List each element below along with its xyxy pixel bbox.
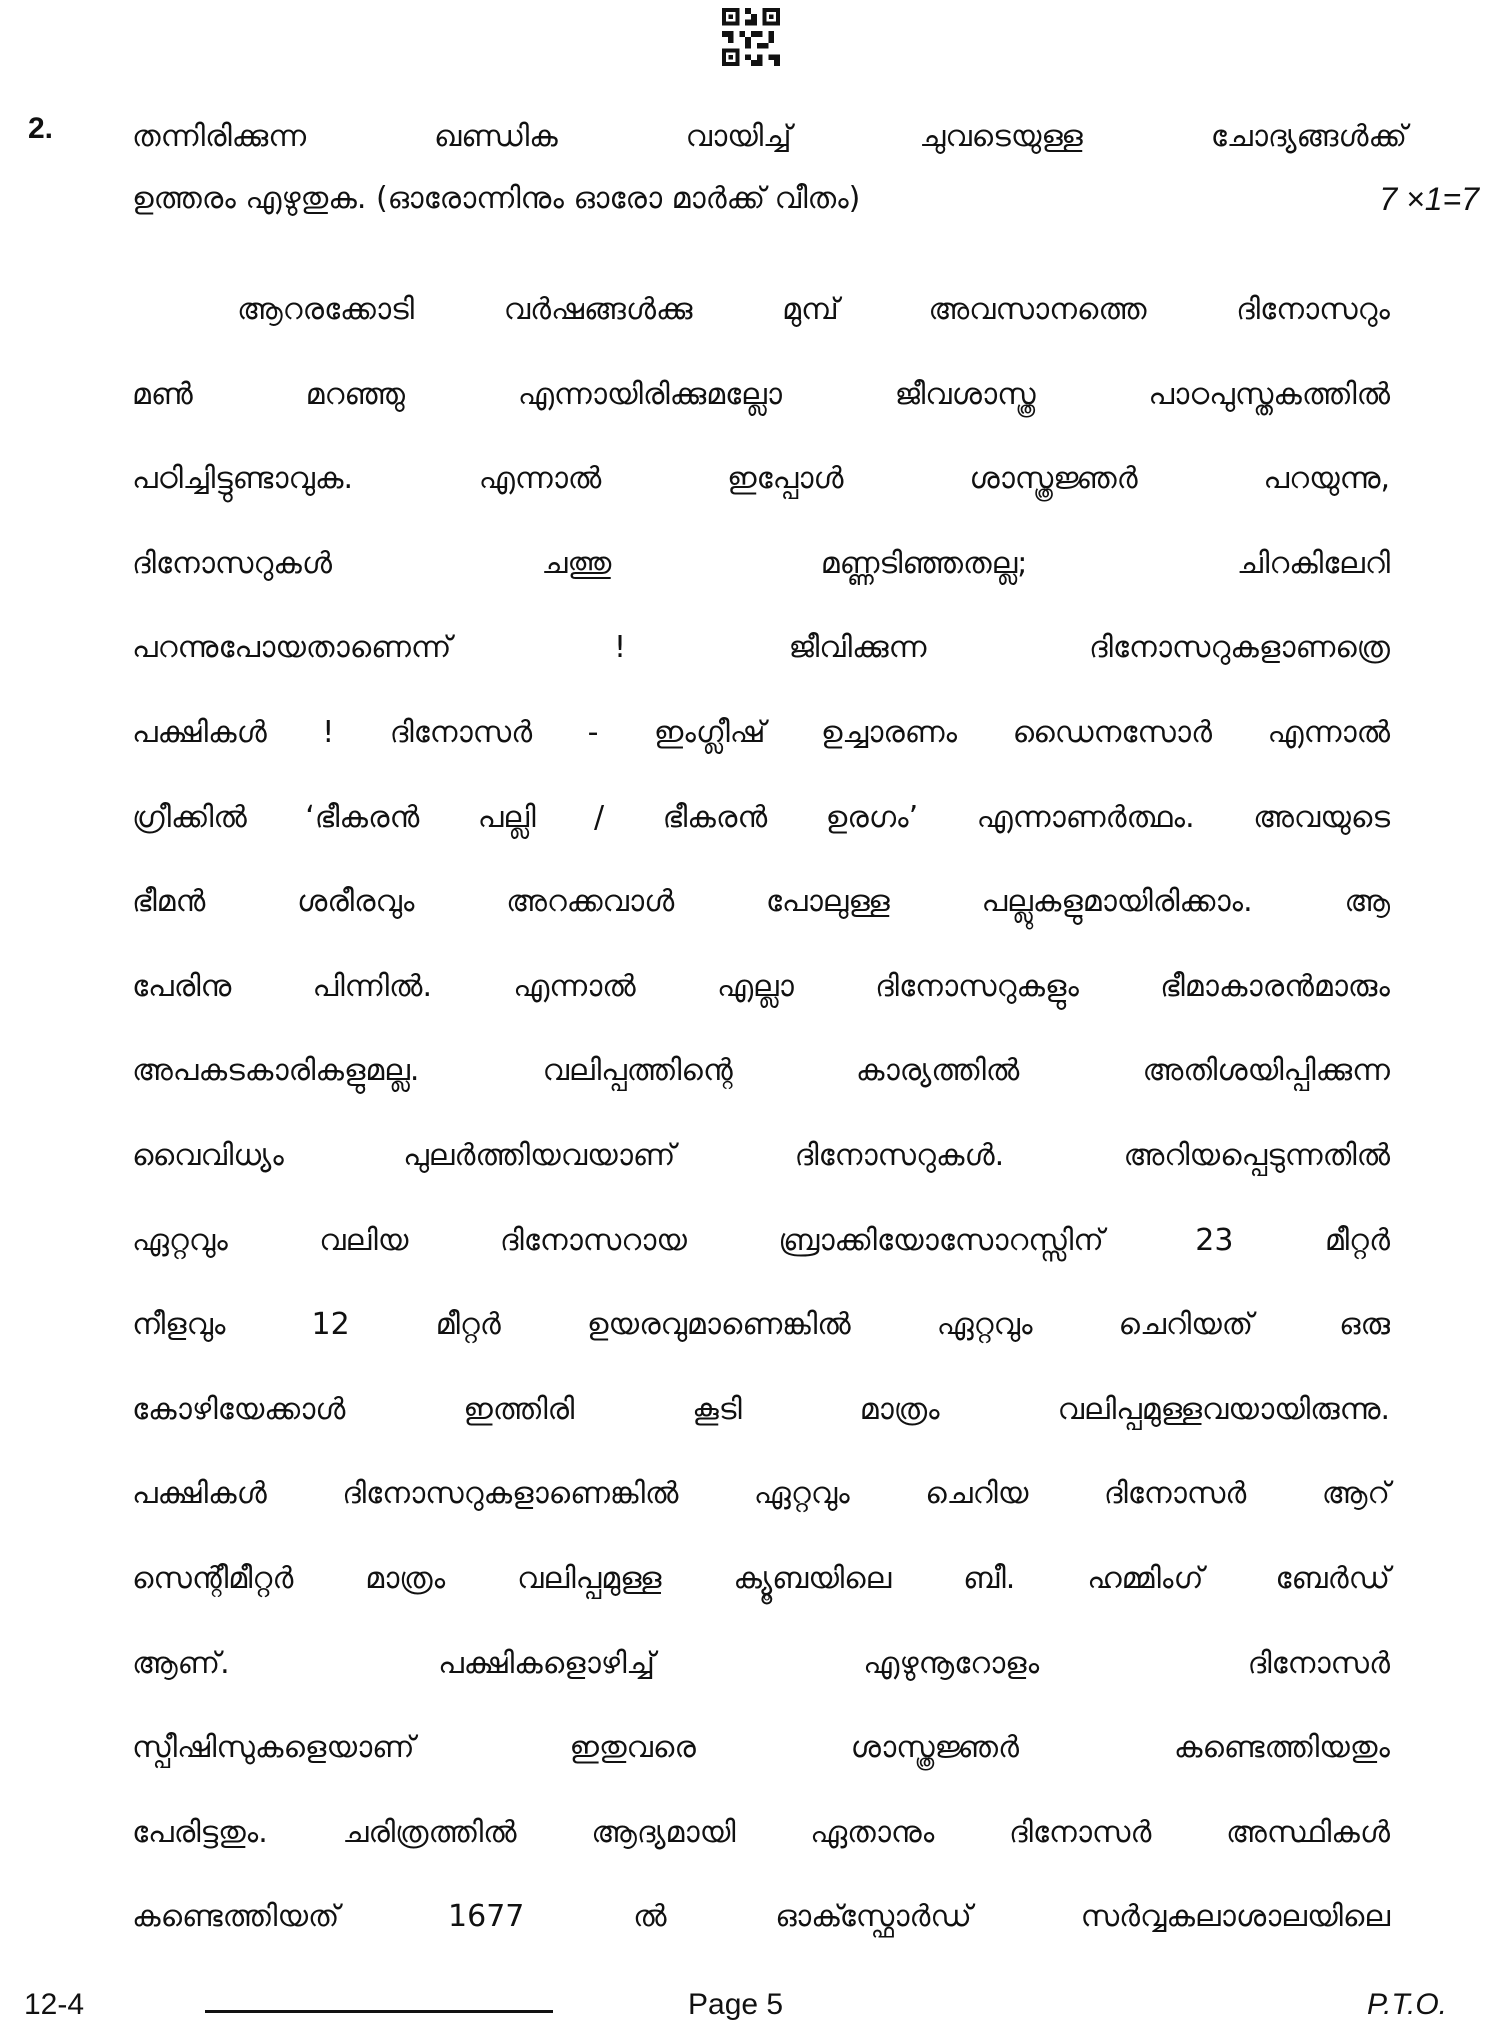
passage-line: ഭീമൻ ശരീരവും അറക്കവാൾ പോലുള്ള പല്ലുകളുമായിരിക്കാം. ആ xyxy=(132,884,1390,920)
passage-line: സെന്റീമീറ്റർ മാത്രം വലിപ്പമുള്ള ക്യൂബയിലെ ബീ. ഹമ്മിംഗ് ബേർഡ് xyxy=(132,1560,1390,1596)
question-instruction-line-2: ഉത്തരം എഴുതുക. (ഓരോന്നിനും ഓരോ മാർക്ക് വീതം) xyxy=(132,181,861,216)
qr-code-icon xyxy=(722,8,780,66)
passage-line: പറന്നുപോയതാണെന്ന് ! ജീവിക്കുന്ന ദിനോസറുകളാണത്രെ xyxy=(132,630,1390,666)
passage-line: പേരിട്ടതും. ചരിത്രത്തിൽ ആദ്യമായി ഏതാനും ദിനോസർ അസ്ഥികൾ xyxy=(132,1814,1390,1850)
passage-line: അപകടകാരികളുമല്ല. വലിപ്പത്തിന്റെ കാര്യത്തിൽ അതിശയിപ്പിക്കുന്ന xyxy=(132,1053,1390,1089)
passage-line: കോഴിയേക്കാൾ ഇത്തിരി കൂടി മാത്രം വലിപ്പമുള്ളവയായിരുന്നു. xyxy=(132,1391,1390,1427)
reading-passage xyxy=(132,268,1390,1960)
passage-line: വൈവിധ്യം പുലർത്തിയവയാണ് ദിനോസറുകൾ. അറിയപ്പെടുന്നതിൽ xyxy=(132,1137,1390,1173)
passage-line: പേരിനു പിന്നിൽ. എന്നാൽ എല്ലാ ദിനോസറുകളും ഭീമാകാരൻമാരും xyxy=(132,968,1390,1004)
passage-line: ഏറ്റവും വലിയ ദിനോസറായ ബ്രാക്കിയോസോറസ്സിന് 23 മീറ്റർ xyxy=(132,1222,1390,1258)
question-number: 2. xyxy=(28,112,54,145)
passage-line: ആറരക്കോടി വർഷങ്ങൾക്കു മുമ്പ് അവസാനത്തെ ദിനോസറും xyxy=(237,292,1390,327)
paper-code: 12-4 xyxy=(24,1988,85,2021)
passage-line: ആണ്. പക്ഷികളൊഴിച്ച് എഴുനൂറോളം ദിനോസർ xyxy=(132,1645,1390,1681)
footer-divider xyxy=(205,2010,553,2013)
passage-line: പഠിച്ചിട്ടുണ്ടാവുക. എന്നാൽ ഇപ്പോൾ ശാസ്ത്രജ്ഞർ പറയുന്നു, xyxy=(132,461,1390,497)
please-turn-over: P.T.O. xyxy=(1366,1988,1447,2021)
passage-line: ദിനോസറുകൾ ചത്തു മണ്ണടിഞ്ഞതല്ല; ചിറകിലേറി xyxy=(132,545,1390,581)
page-number: Page 5 xyxy=(688,1988,784,2021)
question-marks: 7 ×1=7 xyxy=(1379,181,1479,217)
passage-line: പക്ഷികൾ ദിനോസറുകളാണെങ്കിൽ ഏറ്റവും ചെറിയ ദിനോസർ ആറ് xyxy=(132,1476,1390,1512)
passage-line: കണ്ടെത്തിയത് 1677 ൽ ഓക്സ്ഫോർഡ് സർവ്വകലാശാലയിലെ xyxy=(132,1899,1390,1935)
passage-line: സ്പീഷിസുകളെയാണ് ഇതുവരെ ശാസ്ത്രജ്ഞർ കണ്ടെത്തിയതും xyxy=(132,1730,1390,1766)
question-instruction-line-1: തന്നിരിക്കുന്ന ഖണ്ഡിക വായിച്ച് ചുവടെയുള്ള ചോദ്യങ്ങൾക്ക് xyxy=(132,119,1407,154)
passage-line: ഗ്രീക്കിൽ ‘ഭീകരൻ പല്ലി / ഭീകരൻ ഉരഗം’ എന്നാണർത്ഥം. അവയുടെ xyxy=(132,799,1390,835)
passage-line: മൺ മറഞ്ഞു എന്നായിരിക്കുമല്ലോ ജീവശാസ്ത്ര പാഠപുസ്തകത്തിൽ xyxy=(132,376,1390,412)
passage-line: പക്ഷികൾ ! ദിനോസർ - ഇംഗ്ലീഷ് ഉച്ചാരണം ഡൈനസോർ എന്നാൽ xyxy=(132,714,1390,750)
passage-line: നീളവും 12 മീറ്റർ ഉയരവുമാണെങ്കിൽ ഏറ്റവും ചെറിയത് ഒരു xyxy=(132,1307,1390,1343)
